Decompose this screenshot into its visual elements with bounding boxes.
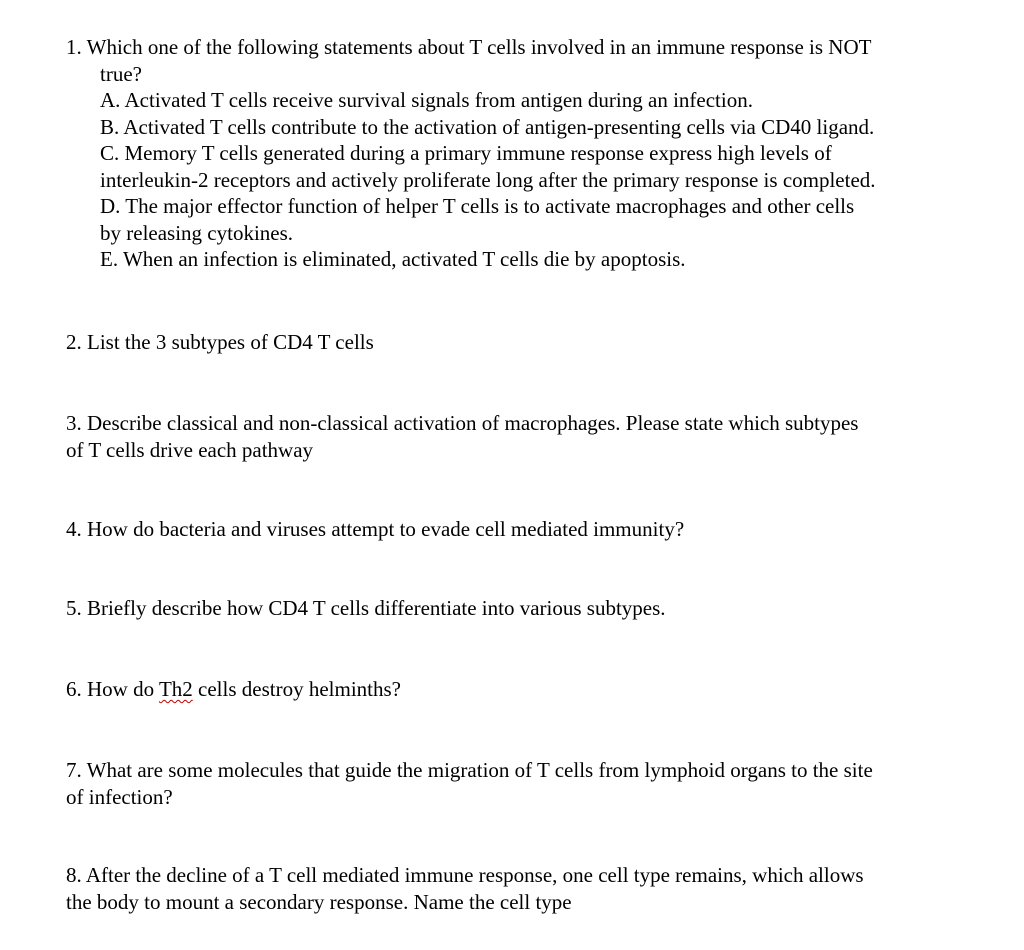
option-d-line1: D. The major effector function of helper T cells is to activate macrophages and other cells <box>100 194 855 218</box>
question-1-options <box>66 87 986 273</box>
question-8 <box>66 862 986 915</box>
question-8-line2: the body to mount a secondary response. Name the cell type <box>66 889 572 914</box>
option-a: A. Activated T cells receive survival signals from antigen during an infection. <box>100 88 753 112</box>
question-4-text: 4. How do bacteria and viruses attempt to evade cell mediated immunity? <box>66 517 685 541</box>
question-3-line2: of T cells drive each pathway <box>66 437 314 462</box>
question-2-text: 2. List the 3 subtypes of CD4 T cells <box>66 330 374 354</box>
spellcheck-flagged-word[interactable]: Th2 <box>158 677 193 701</box>
option-c-line2: interleukin-2 receptors and actively proliferate long after the primary response is completed. <box>100 167 876 192</box>
question-7-line2: of infection? <box>66 784 173 809</box>
question-3 <box>66 410 986 463</box>
option-b: B. Activated T cells contribute to the activation of antigen-presenting cells via CD40 ligand. <box>100 114 875 139</box>
option-e: E. When an infection is eliminated, activated T cells die by apoptosis. <box>100 247 686 271</box>
option-d-line2: by releasing cytokines. <box>100 220 294 245</box>
question-6-text <box>66 676 986 703</box>
question-7 <box>66 757 986 810</box>
question-6-prefix: 6. How do <box>66 677 159 701</box>
question-6 <box>66 676 986 703</box>
question-6-suffix: cells destroy helminths? <box>192 677 401 701</box>
question-1-stem-line2: true? <box>100 61 142 86</box>
question-3-line1: 3. Describe classical and non-classical activation of macrophages. Please state which subtypes <box>66 411 859 435</box>
question-8-line1: 8. After the decline of a T cell mediated immune response, one cell type remains, which allows <box>66 863 864 887</box>
question-5 <box>66 595 986 622</box>
question-4 <box>66 516 986 543</box>
question-7-line1: 7. What are some molecules that guide the migration of T cells from lymphoid organs to the site <box>66 758 873 782</box>
question-2 <box>66 329 986 356</box>
option-c-line1: C. Memory T cells generated during a primary immune response express high levels of <box>100 141 832 165</box>
question-1 <box>66 34 986 273</box>
question-1-stem-line1: 1. Which one of the following statements about T cells involved in an immune response is NOT <box>66 35 872 59</box>
question-5-text: 5. Briefly describe how CD4 T cells differentiate into various subtypes. <box>66 596 666 620</box>
